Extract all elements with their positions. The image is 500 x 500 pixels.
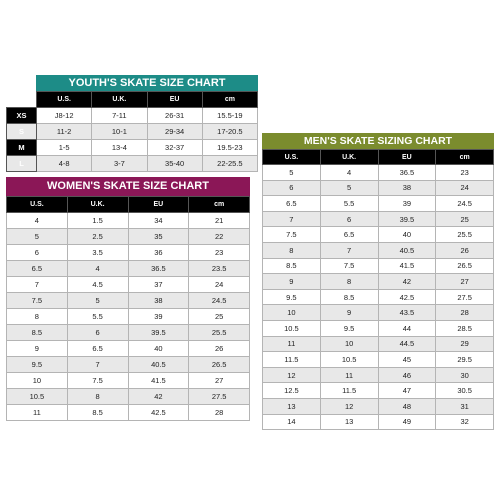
table-cell: 27 bbox=[189, 373, 250, 389]
table-cell: 7.5 bbox=[7, 293, 68, 309]
table-cell: 39 bbox=[128, 309, 189, 325]
men-header-row bbox=[263, 150, 494, 165]
table-cell: 11.5 bbox=[320, 383, 378, 399]
men-col-cm: cm bbox=[436, 150, 494, 165]
women-chart-title: WOMEN'S SKATE SIZE CHART bbox=[6, 177, 250, 196]
youth-size-label: S bbox=[7, 124, 37, 140]
women-size-table bbox=[6, 196, 250, 421]
table-cell: 42.5 bbox=[128, 405, 189, 421]
table-cell: 37 bbox=[128, 277, 189, 293]
table-cell: 8 bbox=[320, 274, 378, 290]
youth-size-table bbox=[6, 91, 258, 172]
table-cell: 11 bbox=[263, 336, 321, 352]
table-cell: 32-37 bbox=[147, 140, 202, 156]
table-cell: 40.5 bbox=[378, 242, 436, 258]
table-cell: 6 bbox=[67, 325, 128, 341]
table-row bbox=[7, 325, 250, 341]
table-cell: 9.5 bbox=[263, 289, 321, 305]
table-cell: 8.5 bbox=[67, 405, 128, 421]
table-row bbox=[263, 180, 494, 196]
table-cell: 7 bbox=[263, 211, 321, 227]
table-cell: 43.5 bbox=[378, 305, 436, 321]
youth-col-us: U.S. bbox=[37, 92, 92, 108]
table-cell: 9.5 bbox=[7, 357, 68, 373]
table-cell: 7 bbox=[320, 242, 378, 258]
table-row bbox=[7, 124, 258, 140]
table-cell: 19.5-23 bbox=[202, 140, 257, 156]
table-cell: 8.5 bbox=[7, 325, 68, 341]
table-cell: 11.5 bbox=[263, 352, 321, 368]
women-col-cm: cm bbox=[189, 197, 250, 213]
men-col-uk: U.K. bbox=[320, 150, 378, 165]
men-table-body bbox=[263, 165, 494, 430]
youth-size-label: M bbox=[7, 140, 37, 156]
table-cell: 25 bbox=[436, 211, 494, 227]
youth-col-cm: cm bbox=[202, 92, 257, 108]
men-size-chart bbox=[262, 133, 494, 430]
table-cell: 5 bbox=[320, 180, 378, 196]
table-cell: 44.5 bbox=[378, 336, 436, 352]
table-cell: 38 bbox=[128, 293, 189, 309]
table-row bbox=[263, 196, 494, 212]
table-cell: 22 bbox=[189, 229, 250, 245]
youth-size-label: L bbox=[7, 156, 37, 172]
table-row bbox=[263, 227, 494, 243]
table-cell: 27.5 bbox=[436, 289, 494, 305]
table-cell: 24 bbox=[436, 180, 494, 196]
table-cell: 11 bbox=[320, 367, 378, 383]
table-cell: 4 bbox=[7, 213, 68, 229]
table-cell: 10 bbox=[263, 305, 321, 321]
table-cell: 7-11 bbox=[92, 108, 147, 124]
table-cell: 6.5 bbox=[320, 227, 378, 243]
table-cell: 12 bbox=[263, 367, 321, 383]
table-cell: 11-2 bbox=[37, 124, 92, 140]
men-col-us: U.S. bbox=[263, 150, 321, 165]
table-cell: 14 bbox=[263, 414, 321, 430]
table-cell: 22-25.5 bbox=[202, 156, 257, 172]
table-cell: 10 bbox=[7, 373, 68, 389]
table-cell: 40 bbox=[128, 341, 189, 357]
table-row bbox=[263, 398, 494, 414]
table-cell: 41.5 bbox=[128, 373, 189, 389]
table-cell: 17-20.5 bbox=[202, 124, 257, 140]
youth-header-row bbox=[7, 92, 258, 108]
table-cell: 28 bbox=[436, 305, 494, 321]
table-cell: 10.5 bbox=[320, 352, 378, 368]
table-cell: 4-8 bbox=[37, 156, 92, 172]
table-cell: 29 bbox=[436, 336, 494, 352]
table-row bbox=[263, 367, 494, 383]
table-cell: 1-5 bbox=[37, 140, 92, 156]
table-cell: 40.5 bbox=[128, 357, 189, 373]
table-cell: 11 bbox=[7, 405, 68, 421]
table-cell: 23 bbox=[436, 165, 494, 181]
men-col-eu: EU bbox=[378, 150, 436, 165]
table-row bbox=[7, 108, 258, 124]
table-cell: 24.5 bbox=[189, 293, 250, 309]
table-cell: 36.5 bbox=[378, 165, 436, 181]
table-cell: 2.5 bbox=[67, 229, 128, 245]
table-row bbox=[7, 229, 250, 245]
table-cell: 1.5 bbox=[67, 213, 128, 229]
table-row bbox=[263, 289, 494, 305]
women-header-row bbox=[7, 197, 250, 213]
table-cell: 42 bbox=[128, 389, 189, 405]
table-cell: 12.5 bbox=[263, 383, 321, 399]
table-cell: 25 bbox=[189, 309, 250, 325]
table-cell: J8-12 bbox=[37, 108, 92, 124]
table-cell: 26-31 bbox=[147, 108, 202, 124]
table-cell: 13 bbox=[320, 414, 378, 430]
table-cell: 12 bbox=[320, 398, 378, 414]
table-cell: 3-7 bbox=[92, 156, 147, 172]
table-row bbox=[7, 245, 250, 261]
table-row bbox=[263, 352, 494, 368]
table-cell: 36 bbox=[128, 245, 189, 261]
table-cell: 8 bbox=[67, 389, 128, 405]
table-cell: 36.5 bbox=[128, 261, 189, 277]
table-cell: 27 bbox=[436, 274, 494, 290]
table-cell: 39.5 bbox=[378, 211, 436, 227]
table-cell: 27.5 bbox=[189, 389, 250, 405]
table-row bbox=[263, 211, 494, 227]
table-cell: 25.5 bbox=[436, 227, 494, 243]
table-cell: 41.5 bbox=[378, 258, 436, 274]
table-cell: 6.5 bbox=[263, 196, 321, 212]
table-cell: 35-40 bbox=[147, 156, 202, 172]
table-row bbox=[7, 213, 250, 229]
table-cell: 29-34 bbox=[147, 124, 202, 140]
table-cell: 42.5 bbox=[378, 289, 436, 305]
table-cell: 28 bbox=[189, 405, 250, 421]
table-cell: 7 bbox=[7, 277, 68, 293]
table-row bbox=[7, 140, 258, 156]
table-cell: 4 bbox=[67, 261, 128, 277]
table-cell: 23 bbox=[189, 245, 250, 261]
table-row bbox=[263, 320, 494, 336]
table-cell: 10 bbox=[320, 336, 378, 352]
table-cell: 39.5 bbox=[128, 325, 189, 341]
table-cell: 40 bbox=[378, 227, 436, 243]
table-cell: 7.5 bbox=[263, 227, 321, 243]
youth-col-uk: U.K. bbox=[92, 92, 147, 108]
table-cell: 5.5 bbox=[67, 309, 128, 325]
table-cell: 26.5 bbox=[436, 258, 494, 274]
table-cell: 48 bbox=[378, 398, 436, 414]
table-cell: 46 bbox=[378, 367, 436, 383]
table-cell: 5.5 bbox=[320, 196, 378, 212]
table-row bbox=[7, 309, 250, 325]
table-cell: 6 bbox=[7, 245, 68, 261]
table-cell: 28.5 bbox=[436, 320, 494, 336]
table-row bbox=[7, 405, 250, 421]
table-cell: 10.5 bbox=[263, 320, 321, 336]
women-col-eu: EU bbox=[128, 197, 189, 213]
table-row bbox=[263, 383, 494, 399]
table-cell: 6.5 bbox=[67, 341, 128, 357]
table-cell: 30 bbox=[436, 367, 494, 383]
table-row bbox=[7, 357, 250, 373]
youth-chart-title: YOUTH'S SKATE SIZE CHART bbox=[36, 75, 258, 91]
table-cell: 7 bbox=[67, 357, 128, 373]
table-cell: 30.5 bbox=[436, 383, 494, 399]
women-col-us: U.S. bbox=[7, 197, 68, 213]
table-cell: 25.5 bbox=[189, 325, 250, 341]
youth-corner-cell bbox=[7, 92, 37, 108]
table-cell: 23.5 bbox=[189, 261, 250, 277]
table-cell: 35 bbox=[128, 229, 189, 245]
table-row bbox=[7, 341, 250, 357]
table-cell: 10-1 bbox=[92, 124, 147, 140]
table-cell: 6.5 bbox=[7, 261, 68, 277]
table-cell: 49 bbox=[378, 414, 436, 430]
table-row bbox=[7, 277, 250, 293]
table-cell: 26.5 bbox=[189, 357, 250, 373]
table-row bbox=[263, 414, 494, 430]
table-cell: 8 bbox=[7, 309, 68, 325]
table-cell: 26 bbox=[189, 341, 250, 357]
table-cell: 24 bbox=[189, 277, 250, 293]
youth-size-chart bbox=[6, 75, 258, 172]
table-cell: 4 bbox=[320, 165, 378, 181]
table-cell: 32 bbox=[436, 414, 494, 430]
table-row bbox=[263, 305, 494, 321]
table-cell: 6 bbox=[320, 211, 378, 227]
table-cell: 42 bbox=[378, 274, 436, 290]
table-cell: 13-4 bbox=[92, 140, 147, 156]
table-cell: 31 bbox=[436, 398, 494, 414]
table-cell: 4.5 bbox=[67, 277, 128, 293]
table-row bbox=[7, 156, 258, 172]
women-col-uk: U.K. bbox=[67, 197, 128, 213]
table-row bbox=[263, 274, 494, 290]
table-cell: 13 bbox=[263, 398, 321, 414]
table-cell: 5 bbox=[7, 229, 68, 245]
table-cell: 9 bbox=[7, 341, 68, 357]
table-row bbox=[263, 258, 494, 274]
table-cell: 6 bbox=[263, 180, 321, 196]
men-chart-title: MEN'S SKATE SIZING CHART bbox=[262, 133, 494, 149]
table-cell: 47 bbox=[378, 383, 436, 399]
table-cell: 10.5 bbox=[7, 389, 68, 405]
table-cell: 3.5 bbox=[67, 245, 128, 261]
women-size-chart bbox=[6, 177, 250, 421]
youth-col-eu: EU bbox=[147, 92, 202, 108]
table-row bbox=[263, 242, 494, 258]
table-cell: 38 bbox=[378, 180, 436, 196]
table-row bbox=[7, 293, 250, 309]
men-size-table bbox=[262, 149, 494, 430]
table-cell: 45 bbox=[378, 352, 436, 368]
table-cell: 7.5 bbox=[320, 258, 378, 274]
table-cell: 24.5 bbox=[436, 196, 494, 212]
table-cell: 7.5 bbox=[67, 373, 128, 389]
table-cell: 34 bbox=[128, 213, 189, 229]
table-cell: 26 bbox=[436, 242, 494, 258]
table-row bbox=[263, 336, 494, 352]
table-cell: 9.5 bbox=[320, 320, 378, 336]
table-cell: 8 bbox=[263, 242, 321, 258]
table-cell: 8.5 bbox=[263, 258, 321, 274]
table-cell: 15.5-19 bbox=[202, 108, 257, 124]
table-row bbox=[7, 373, 250, 389]
table-row bbox=[7, 261, 250, 277]
table-cell: 39 bbox=[378, 196, 436, 212]
women-table-body bbox=[7, 213, 250, 421]
table-cell: 44 bbox=[378, 320, 436, 336]
table-cell: 21 bbox=[189, 213, 250, 229]
table-row bbox=[7, 389, 250, 405]
table-cell: 29.5 bbox=[436, 352, 494, 368]
table-cell: 9 bbox=[263, 274, 321, 290]
table-cell: 8.5 bbox=[320, 289, 378, 305]
table-cell: 5 bbox=[263, 165, 321, 181]
youth-size-label: XS bbox=[7, 108, 37, 124]
table-cell: 5 bbox=[67, 293, 128, 309]
table-cell: 9 bbox=[320, 305, 378, 321]
table-row bbox=[263, 165, 494, 181]
